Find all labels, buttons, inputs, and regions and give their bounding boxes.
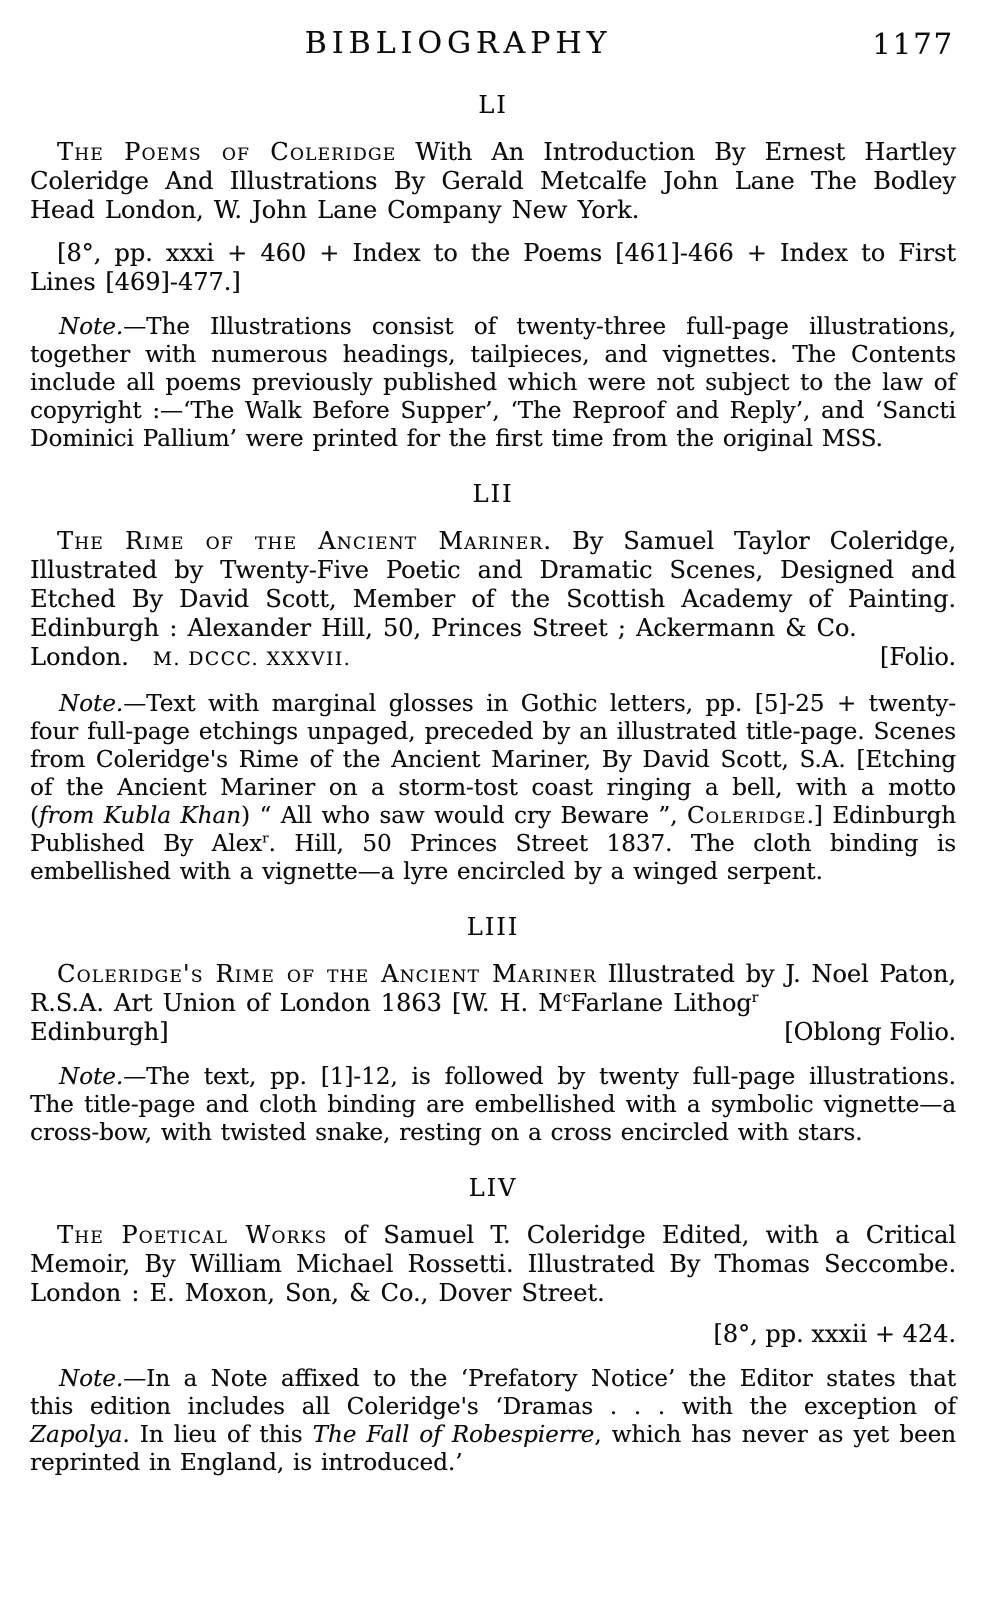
page-number: 1177 bbox=[872, 27, 954, 61]
note-text: , which has never as yet been reprinted in England, is introduced.’ bbox=[30, 1422, 956, 1476]
note bbox=[30, 1063, 956, 1147]
citation-text: Illustrated by J. Noel Paton, R.S.A. Art Union of London 1863 [W. H. M bbox=[30, 960, 956, 1017]
imprint-line bbox=[30, 1018, 956, 1047]
format-tag: [Oblong Folio. bbox=[784, 1018, 956, 1046]
note-label: Note. bbox=[59, 1064, 124, 1090]
collation: [8°, pp. xxxii + 424. bbox=[713, 1320, 956, 1348]
citation bbox=[30, 960, 956, 1018]
entry-number: LIV bbox=[468, 1174, 518, 1202]
entry-number: LI bbox=[478, 91, 508, 119]
citation bbox=[30, 1221, 956, 1308]
bibliography-entry-lii bbox=[30, 480, 956, 886]
citation-text: By Samuel Taylor Coleridge, Illustrated by Twenty-Five Poetic and Dramatic Scenes, Designed and Etched By David Scott, Member of the Scottish Academy of Painting. Edinburgh : Alexander Hill, 50, Princes Street ; Ackermann & Co. bbox=[30, 527, 957, 642]
collation: [8°, pp. xxxi + 460 + Index to the Poems [461]-466 + Index to First Lines [469]-477.] bbox=[30, 239, 956, 296]
bibliography-entry-liii bbox=[30, 913, 956, 1147]
bibliography-entry-liv bbox=[30, 1174, 956, 1477]
work-title: The Poems of Coleridge bbox=[57, 138, 397, 166]
work-title: The Rime of the Ancient Mariner. bbox=[57, 527, 553, 555]
note-italic: from Kubla Khan bbox=[38, 803, 241, 829]
note-text: —In a Note affixed to the ‘Prefatory Notice’ the Editor states that this edition includes all Coleridge's ‘Dramas . . . with the exception of bbox=[30, 1366, 956, 1420]
imprint-line bbox=[30, 643, 956, 674]
entry-number: LII bbox=[472, 480, 514, 508]
work-title: The Poetical Works bbox=[57, 1221, 328, 1249]
work-title: Coleridge's Rime of the Ancient Mariner bbox=[57, 960, 597, 988]
imprint-city: London. bbox=[30, 643, 129, 671]
note-italic: The Fall of Robespierre bbox=[312, 1422, 595, 1448]
citation-text: of Samuel T. Coleridge Edited, with a Critical Memoir, By William Michael Rossetti. Illustrated By Thomas Seccombe. London : E. Moxon, Son, & Co., Dover Street. bbox=[30, 1221, 956, 1307]
note-text: —The Illustrations consist of twenty-three full-page illustrations, together with numerous headings, tailpieces, and vignettes. The Contents include all poems previously published which were not subject to the law of copyright :—‘The Walk Before Supper’, ‘The Reproof and Reply’, and ‘Sancti Dominici Pallium’ were printed for the first time from the original MSS. bbox=[30, 314, 956, 452]
note bbox=[30, 1365, 956, 1477]
running-head bbox=[30, 26, 956, 64]
note-label: Note. bbox=[59, 314, 124, 340]
entry-number: LIII bbox=[466, 913, 520, 941]
note-text: . Hill, 50 Princes Street 1837. The cloth binding is embellished with a vignette—a lyre encircled by a winged serpent. bbox=[30, 831, 956, 885]
page-title: BIBLIOGRAPHY bbox=[304, 26, 612, 61]
citation-text: With An Introduction By Ernest Hartley Coleridge And Illustrations By Gerald Metcalfe John Lane The Bodley Head London, W. John Lane Company New York. bbox=[30, 138, 956, 224]
imprint-city: Edinburgh] bbox=[30, 1018, 169, 1046]
bibliography-entry-li bbox=[30, 91, 956, 453]
superscript: r bbox=[751, 990, 759, 1006]
note bbox=[30, 690, 956, 886]
note-text: ) “ All who saw would cry Beware ”, bbox=[240, 803, 687, 829]
note-smallcaps: Coleridge bbox=[686, 803, 807, 829]
note bbox=[30, 313, 956, 453]
citation bbox=[30, 527, 956, 643]
superscript: r bbox=[262, 831, 269, 847]
imprint-left bbox=[30, 643, 351, 674]
format-tag: [Folio. bbox=[879, 643, 956, 671]
citation bbox=[30, 138, 956, 225]
note-italic: Zapolya bbox=[30, 1422, 123, 1448]
superscript: c bbox=[562, 990, 571, 1006]
note-text: —The text, pp. [1]-12, is followed by twenty full-page illustrations. The title-page and cloth binding are embellished with a symbolic vignette—a cross-bow, with twisted snake, resting on a cross encircled with stars. bbox=[30, 1064, 956, 1146]
note-label: Note. bbox=[59, 691, 124, 717]
note-text: —Text with marginal glosses in Gothic letters, pp. [5]-25 + twenty-four full-page etchings unpaged, preceded by an illustrated title-page. Scenes from Coleridge's Rime of the Ancient Mariner, By David Scott, S.A. [Etching of the Ancient Mariner on a storm-tost coast ringing a bell, with a motto ( bbox=[30, 691, 956, 829]
note-text: .] Edinburgh Published By Alex bbox=[30, 803, 957, 857]
imprint-date: M. DCCC. XXXVII. bbox=[152, 649, 352, 670]
citation-text: Farlane Lithog bbox=[570, 989, 752, 1017]
note-label: Note. bbox=[59, 1366, 124, 1392]
note-text: . In lieu of this bbox=[122, 1422, 313, 1448]
